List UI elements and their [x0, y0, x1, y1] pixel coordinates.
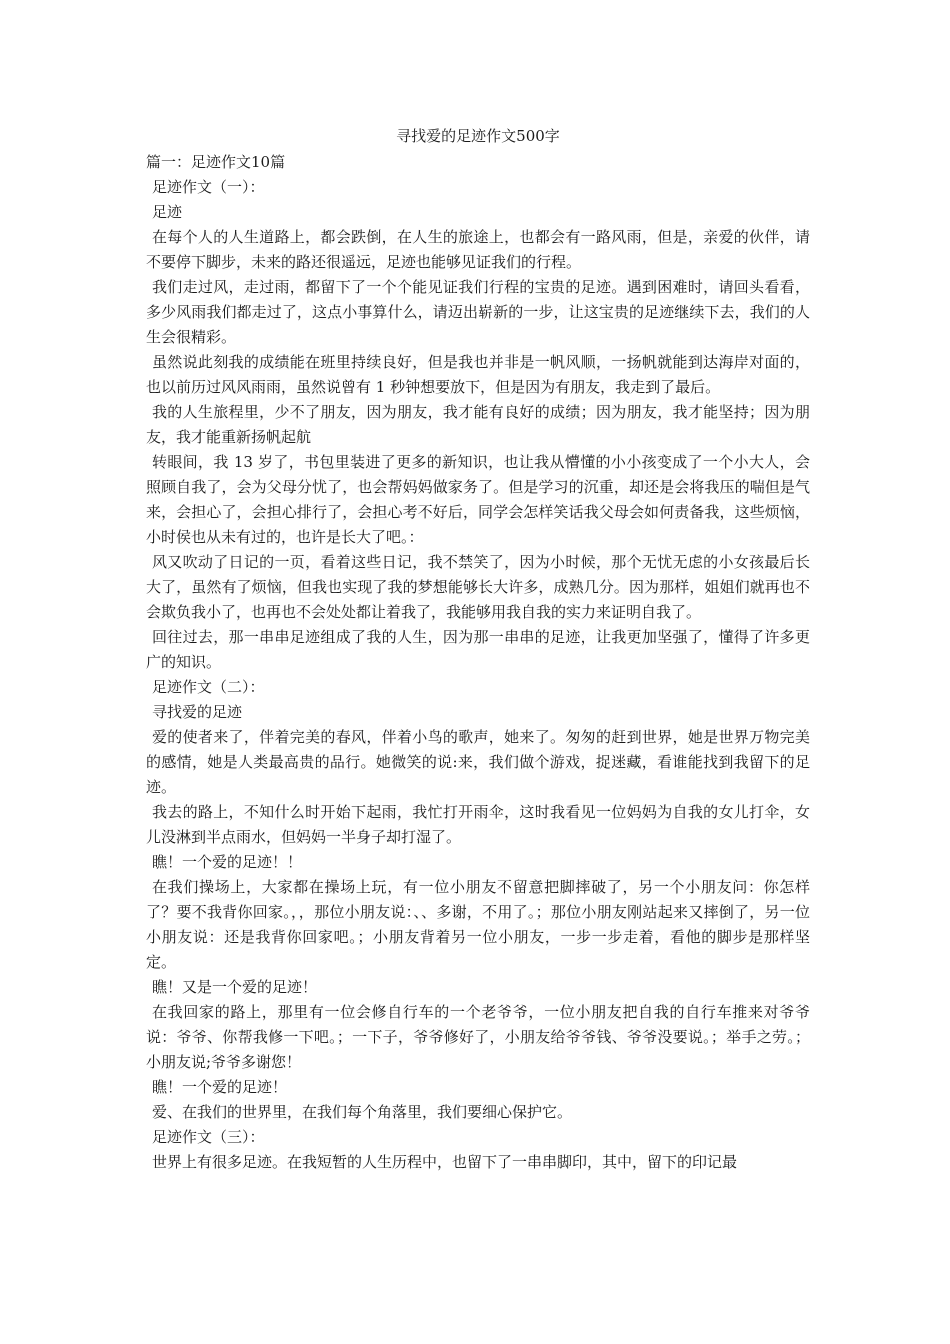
essay-title: 足迹: [152, 203, 183, 221]
body-paragraph: 瞧！又是一个爱的足迹！: [152, 978, 318, 996]
body-paragraph: 风又吹动了日记的一页，看着这些日记，我不禁笑了，因为小时候，那个无忧无虑的小女孩最后长大了，虽然有了烦恼，但我也实现了我的梦想能够长大许多，成熟几分。因为那样，姐姐们就再也不会欺负我小了，也再也不会处处都让着我了，我能够用我自我的实力来证明自我了。: [146, 553, 810, 621]
body-paragraph: 世界上有很多足迹。在我短暂的人生历程中，也留下了一串串脚印，其中，留下的印记最: [152, 1153, 738, 1171]
body-paragraph: 我去的路上，不知什么时开始下起雨，我忙打开雨伞，这时我看见一位妈妈为自我的女儿打伞，女儿没淋到半点雨水，但妈妈一半身子却打湿了。: [146, 803, 810, 846]
document-page: [146, 124, 810, 1175]
body-paragraph: 我的人生旅程里，少不了朋友，因为朋友，我才能有良好的成绩；因为朋友，我才能坚持；因为朋友，我才能重新扬帆起航: [146, 403, 810, 446]
body-paragraph: 瞧！一个爱的足迹！: [152, 1078, 288, 1096]
body-paragraph: 爱的使者来了，伴着完美的春风，伴着小鸟的歌声，她来了。匆匆的赶到世界，她是世界万物完美的感情，她是人类最高贵的品行。她微笑的说:来，我们做个游戏，捉迷藏，看谁能找到我留下的足迹。: [146, 728, 810, 796]
subsection-heading: 足迹作文（一）：: [152, 178, 265, 196]
subsection-heading: 足迹作文（二）：: [152, 678, 265, 696]
section-heading: 篇一：足迹作文10篇: [146, 153, 286, 171]
body-paragraph: 在我回家的路上，那里有一位会修自行车的一个老爷爷，一位小朋友把自我的自行车推来对爷爷说：爷爷、你帮我修一下吧。；一下子，爷爷修好了，小朋友给爷爷钱、爷爷没要说。；举手之劳。；小朋友说;爷爷多谢您！: [146, 1003, 810, 1071]
body-paragraph: 虽然说此刻我的成绩能在班里持续良好，但是我也并非是一帆风顺，一扬帆就能到达海岸对面的，也以前历过风风雨雨，虽然说曾有 1 秒钟想要放下，但是因为有朋友，我走到了最后。: [146, 353, 810, 396]
essay-title: 寻找爱的足迹: [152, 703, 243, 721]
body-paragraph: 在每个人的人生道路上，都会跌倒，在人生的旅途上，也都会有一路风雨，但是，亲爱的伙伴，请不要停下脚步，未来的路还很遥远，足迹也能够见证我们的行程。: [146, 228, 810, 271]
body-paragraph: 在我们操场上，大家都在操场上玩，有一位小朋友不留意把脚摔破了，另一个小朋友问：你怎样了？要不我背你回家。，，那位小朋友说：、、多谢，不用了。；那位小朋友刚站起来又摔倒了，另一位小朋友说：还是我背你回家吧。；小朋友背着另一位小朋友，一步一步走着，看他的脚步是那样坚定。: [146, 878, 810, 971]
body-paragraph: 回往过去，那一串串足迹组成了我的人生，因为那一串串的足迹，让我更加坚强了，懂得了许多更广的知识。: [146, 628, 810, 671]
document-title: 寻找爱的足迹作文500字: [396, 127, 560, 145]
body-paragraph: 转眼间，我 13 岁了，书包里装进了更多的新知识，也让我从懵懂的小小孩变成了一个小大人，会照顾自我了，会为父母分忧了，也会帮妈妈做家务了。但是学习的沉重，却还是会将我压的喘但是气来，会担心了，会担心排行了，会担心考不好后，同学会怎样笑话我父母会如何责备我，这些烦恼，小时侯也从未有过的，也许是长大了吧。：: [146, 453, 810, 546]
body-paragraph: 爱、在我们的世界里，在我们每个角落里，我们要细心保护它。: [152, 1103, 573, 1121]
subsection-heading: 足迹作文（三）：: [152, 1128, 265, 1146]
body-paragraph: 瞧！一个爱的足迹！！: [152, 853, 303, 871]
body-paragraph: 我们走过风，走过雨，都留下了一个个能见证我们行程的宝贵的足迹。遇到困难时，请回头看看，多少风雨我们都走过了，这点小事算什么，请迈出崭新的一步，让这宝贵的足迹继续下去，我们的人生会很精彩。: [146, 278, 810, 346]
